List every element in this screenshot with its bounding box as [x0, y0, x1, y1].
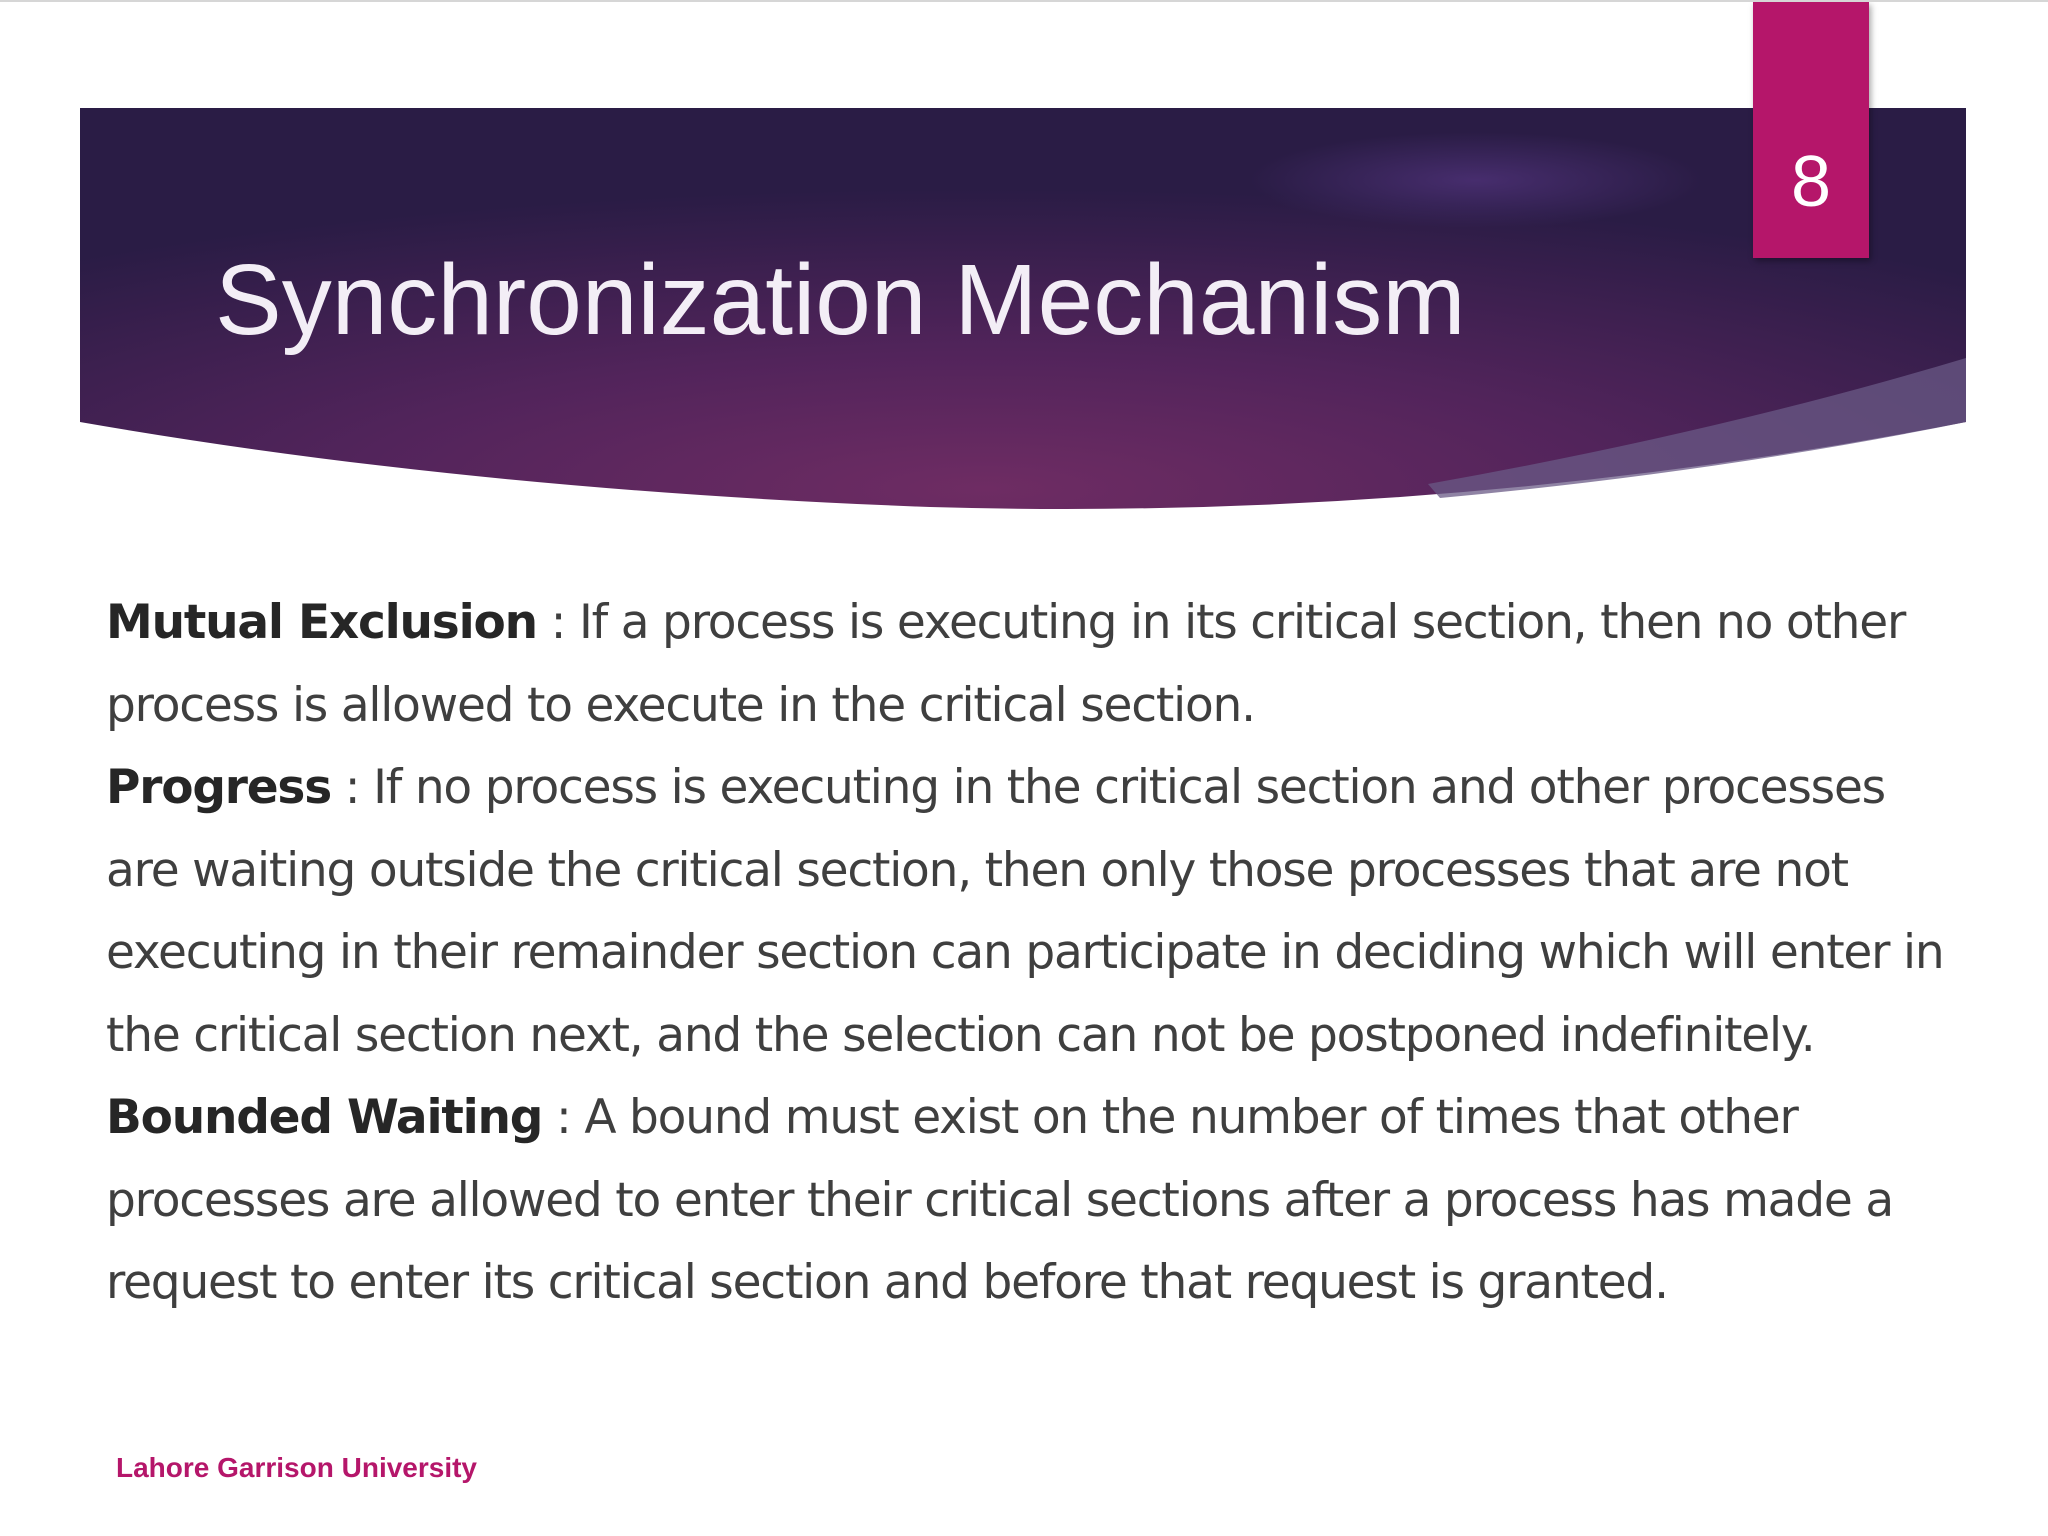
footer-university-name: Lahore Garrison University [116, 1452, 478, 1483]
term-label: Progress [106, 760, 331, 815]
page-number-tab [1753, 2, 1869, 258]
definition-mutual-exclusion [106, 582, 1966, 747]
term-separator: : [330, 760, 374, 815]
definition-text: If a process is executing in its critical section, then no other process is allowed to execute in the critical section. [106, 595, 1906, 733]
slide-body [106, 582, 1966, 1325]
definition-text: A bound must exist on the number of times that other processes are allowed to enter their critical sections after a process has made a request to enter its critical section and before that request is granted. [106, 1090, 1893, 1310]
term-label: Mutual Exclusion [106, 595, 537, 650]
page-number: 8 [1790, 142, 1832, 222]
definition-text: If no process is executing in the critical section and other processes are waiting outside the critical section, then only those processes that are not executing in their remainder section can participate in deciding which will enter in the critical section next, and the selection can not be postponed indefinitely. [106, 760, 1944, 1063]
term-separator: : [536, 595, 579, 650]
slide-title: Synchronization Mechanism [215, 244, 1466, 356]
definition-progress [106, 747, 1966, 1077]
term-label: Bounded Waiting [106, 1090, 543, 1145]
term-separator: : [542, 1090, 585, 1145]
definition-bounded-waiting [106, 1077, 1966, 1325]
